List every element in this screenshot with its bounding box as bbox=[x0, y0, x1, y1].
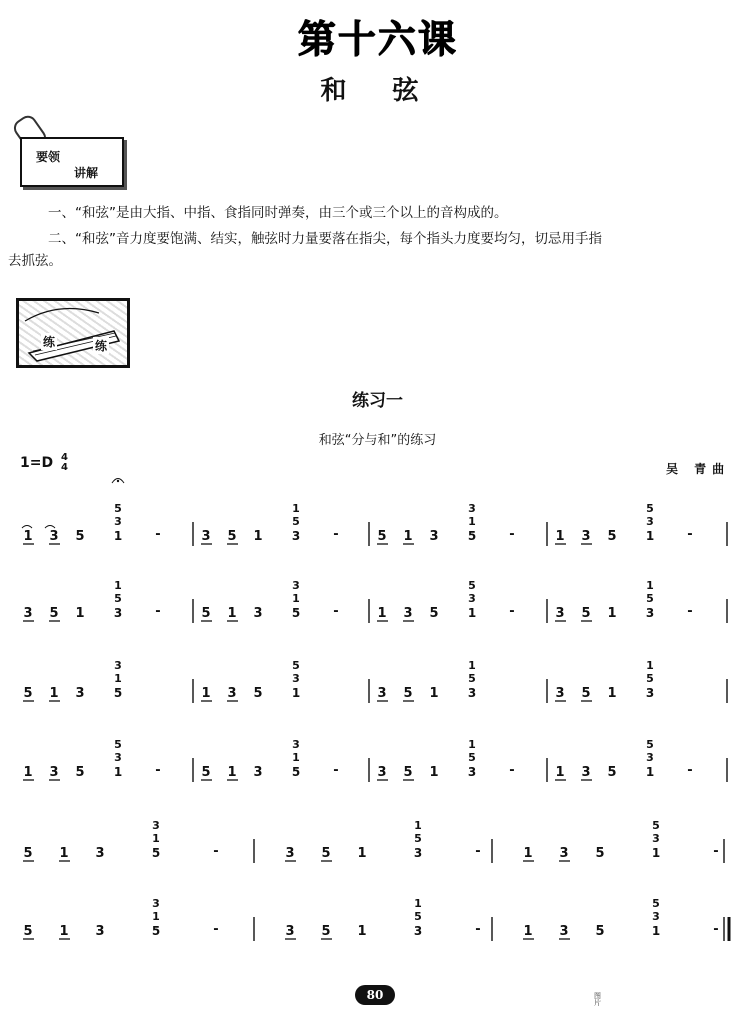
chord-note: 3 bbox=[645, 606, 655, 620]
rest-dash: - bbox=[509, 763, 515, 778]
chord-note: 3 bbox=[645, 686, 655, 700]
note: 5 bbox=[201, 606, 211, 621]
lesson-subtitle: 和弦 bbox=[320, 76, 465, 106]
note: 3 bbox=[377, 686, 387, 701]
rest-dash: - bbox=[509, 527, 515, 542]
rest-dash: - bbox=[687, 527, 693, 542]
note: 5 bbox=[23, 686, 33, 701]
note: 3 bbox=[95, 924, 105, 939]
note: 1 bbox=[227, 765, 237, 780]
chord-note: 3 bbox=[646, 515, 654, 528]
note: 1 bbox=[523, 846, 533, 861]
time-signature-top: 4 bbox=[60, 452, 68, 463]
chord-note: 1 bbox=[292, 751, 300, 764]
note: 1 bbox=[555, 529, 565, 544]
chord-note: 1 bbox=[651, 846, 661, 860]
note: 5 bbox=[377, 529, 387, 544]
chord-note: 5 bbox=[414, 832, 422, 845]
rest-dash: - bbox=[213, 922, 219, 937]
chord-note: 5 bbox=[291, 606, 301, 620]
paragraph-2-cont: 去抓弦。 bbox=[8, 253, 62, 269]
chord-note: 1 bbox=[152, 832, 160, 845]
note: 5 bbox=[595, 924, 605, 939]
note: 3 bbox=[227, 686, 237, 701]
rest-dash: - bbox=[155, 763, 161, 778]
paragraph-1: 一、“和弦”是由大指、中指、食指同时弹奏，由三个或三个以上的音构成的。 bbox=[48, 205, 508, 221]
chord-note: 3 bbox=[292, 672, 300, 685]
note: 3 bbox=[201, 529, 211, 544]
chord-note: 3 bbox=[152, 897, 160, 910]
note: 1 bbox=[357, 846, 367, 861]
chord-note: 5 bbox=[292, 659, 300, 672]
chord-note: 5 bbox=[113, 686, 123, 700]
paragraph-2: 二、“和弦”音力度要饱满、结实，触弦时力量要落在指尖，每个指头力度要均匀，切忌用手指 bbox=[48, 231, 602, 247]
chord-note: 1 bbox=[646, 579, 654, 592]
note: 5 bbox=[201, 765, 211, 780]
note: 5 bbox=[429, 606, 439, 621]
chord-note: 1 bbox=[291, 686, 301, 700]
note: 1 bbox=[429, 765, 439, 780]
chord-note: 1 bbox=[292, 592, 300, 605]
note: 1 bbox=[523, 924, 533, 939]
rest-dash: - bbox=[687, 763, 693, 778]
note: 5 bbox=[403, 765, 413, 780]
chord-note: 1 bbox=[114, 579, 122, 592]
chord-note: 5 bbox=[467, 529, 477, 543]
rest-dash: - bbox=[333, 527, 339, 542]
chord-note: 5 bbox=[652, 897, 660, 910]
chord-note: 1 bbox=[152, 910, 160, 923]
chord-note: 1 bbox=[646, 659, 654, 672]
badge-line-2: 讲解 bbox=[74, 166, 99, 180]
chord-note: 3 bbox=[652, 910, 660, 923]
note: 5 bbox=[321, 846, 331, 861]
chord-note: 5 bbox=[646, 672, 654, 685]
note: 5 bbox=[253, 686, 263, 701]
note: 3 bbox=[559, 924, 569, 939]
note: 1 bbox=[59, 846, 69, 861]
rest-dash: - bbox=[509, 604, 515, 619]
note: 5 bbox=[403, 686, 413, 701]
chord-note: 3 bbox=[114, 515, 122, 528]
note: 3 bbox=[95, 846, 105, 861]
note: 1 bbox=[429, 686, 439, 701]
note: 3 bbox=[49, 529, 59, 544]
note: 5 bbox=[49, 606, 59, 621]
chord-note: 1 bbox=[645, 765, 655, 779]
chord-note: 5 bbox=[468, 672, 476, 685]
chord-note: 5 bbox=[646, 502, 654, 515]
chord-note: 1 bbox=[292, 502, 300, 515]
page-number: 80 bbox=[355, 985, 395, 1005]
note: 3 bbox=[253, 606, 263, 621]
note: 1 bbox=[607, 606, 617, 621]
note: 3 bbox=[581, 529, 591, 544]
note: 3 bbox=[75, 686, 85, 701]
note: 5 bbox=[23, 846, 33, 861]
note: 5 bbox=[23, 924, 33, 939]
chord-note: 1 bbox=[468, 659, 476, 672]
chord-note: 1 bbox=[651, 924, 661, 938]
chord-note: 1 bbox=[468, 738, 476, 751]
chord-note: 5 bbox=[468, 579, 476, 592]
rest-dash: - bbox=[475, 844, 481, 859]
note: 3 bbox=[253, 765, 263, 780]
note: 5 bbox=[581, 686, 591, 701]
chord-note: 3 bbox=[152, 819, 160, 832]
note: 3 bbox=[555, 686, 565, 701]
chord-note: 3 bbox=[413, 924, 423, 938]
fermata-dot bbox=[117, 480, 119, 482]
note: 3 bbox=[377, 765, 387, 780]
chord-note: 1 bbox=[113, 765, 123, 779]
note: 3 bbox=[581, 765, 591, 780]
chord-note: 5 bbox=[646, 592, 654, 605]
chord-note: 5 bbox=[151, 846, 161, 860]
chord-note: 1 bbox=[414, 819, 422, 832]
note: 1 bbox=[59, 924, 69, 939]
composer-credit: 吴 青曲 bbox=[666, 462, 731, 476]
chord-note: 3 bbox=[413, 846, 423, 860]
note: 1 bbox=[49, 686, 59, 701]
chord-note: 3 bbox=[468, 502, 476, 515]
time-signature-bottom: 4 bbox=[60, 462, 68, 473]
slur-mark bbox=[45, 526, 55, 529]
note: 5 bbox=[581, 606, 591, 621]
chord-note: 5 bbox=[414, 910, 422, 923]
rest-dash: - bbox=[333, 604, 339, 619]
rest-dash: - bbox=[213, 844, 219, 859]
note: 5 bbox=[321, 924, 331, 939]
chord-note: 5 bbox=[151, 924, 161, 938]
chord-note: 3 bbox=[292, 738, 300, 751]
note: 1 bbox=[75, 606, 85, 621]
note: 1 bbox=[403, 529, 413, 544]
exercise-title: 练习一 bbox=[352, 391, 403, 411]
chord-note: 3 bbox=[646, 751, 654, 764]
note: 3 bbox=[49, 765, 59, 780]
note: 1 bbox=[607, 686, 617, 701]
rest-dash: - bbox=[713, 844, 719, 859]
practice-badge-line-1: 练 bbox=[43, 335, 56, 349]
chord-note: 5 bbox=[292, 515, 300, 528]
note: 1 bbox=[23, 529, 33, 544]
chord-note: 1 bbox=[414, 897, 422, 910]
note: 3 bbox=[403, 606, 413, 621]
note: 3 bbox=[559, 846, 569, 861]
note: 5 bbox=[607, 765, 617, 780]
rest-dash: - bbox=[687, 604, 693, 619]
lesson-title: 第十六课 bbox=[297, 16, 458, 61]
rest-dash: - bbox=[333, 763, 339, 778]
note: 3 bbox=[555, 606, 565, 621]
note: 3 bbox=[285, 846, 295, 861]
chord-note: 3 bbox=[467, 765, 477, 779]
chord-note: 1 bbox=[467, 606, 477, 620]
chord-note: 3 bbox=[292, 579, 300, 592]
chord-note: 3 bbox=[114, 659, 122, 672]
chord-note: 3 bbox=[652, 832, 660, 845]
note: 5 bbox=[75, 765, 85, 780]
chord-note: 5 bbox=[114, 592, 122, 605]
note: 1 bbox=[555, 765, 565, 780]
note: 5 bbox=[607, 529, 617, 544]
chord-note: 1 bbox=[113, 529, 123, 543]
note: 1 bbox=[357, 924, 367, 939]
key-signature-text: 1=D bbox=[20, 455, 54, 471]
note: 1 bbox=[23, 765, 33, 780]
note: 1 bbox=[377, 606, 387, 621]
chord-note: 3 bbox=[467, 686, 477, 700]
corner-mark: 图片 bbox=[594, 992, 601, 1007]
note: 1 bbox=[227, 606, 237, 621]
rest-dash: - bbox=[155, 604, 161, 619]
note: 5 bbox=[227, 529, 237, 544]
note: 5 bbox=[75, 529, 85, 544]
chord-note: 5 bbox=[468, 751, 476, 764]
note: 1 bbox=[253, 529, 263, 544]
chord-note: 3 bbox=[291, 529, 301, 543]
note: 3 bbox=[285, 924, 295, 939]
chord-note: 5 bbox=[114, 502, 122, 515]
note: 5 bbox=[595, 846, 605, 861]
chord-note: 1 bbox=[468, 515, 476, 528]
slur-mark bbox=[22, 526, 32, 529]
rest-dash: - bbox=[155, 527, 161, 542]
chord-note: 5 bbox=[646, 738, 654, 751]
chord-note: 5 bbox=[114, 738, 122, 751]
chord-note: 3 bbox=[113, 606, 123, 620]
note: 1 bbox=[201, 686, 211, 701]
note: 3 bbox=[429, 529, 439, 544]
exercise-subtitle: 和弦“分与和”的练习 bbox=[318, 433, 437, 448]
note: 3 bbox=[23, 606, 33, 621]
chord-note: 5 bbox=[652, 819, 660, 832]
chord-note: 3 bbox=[468, 592, 476, 605]
badge-line-1: 要领 bbox=[36, 150, 61, 164]
rest-dash: - bbox=[713, 922, 719, 937]
chord-note: 1 bbox=[114, 672, 122, 685]
rest-dash: - bbox=[475, 922, 481, 937]
practice-badge-line-2: 练 bbox=[95, 339, 108, 353]
chord-note: 3 bbox=[114, 751, 122, 764]
chord-note: 1 bbox=[645, 529, 655, 543]
chord-note: 5 bbox=[291, 765, 301, 779]
